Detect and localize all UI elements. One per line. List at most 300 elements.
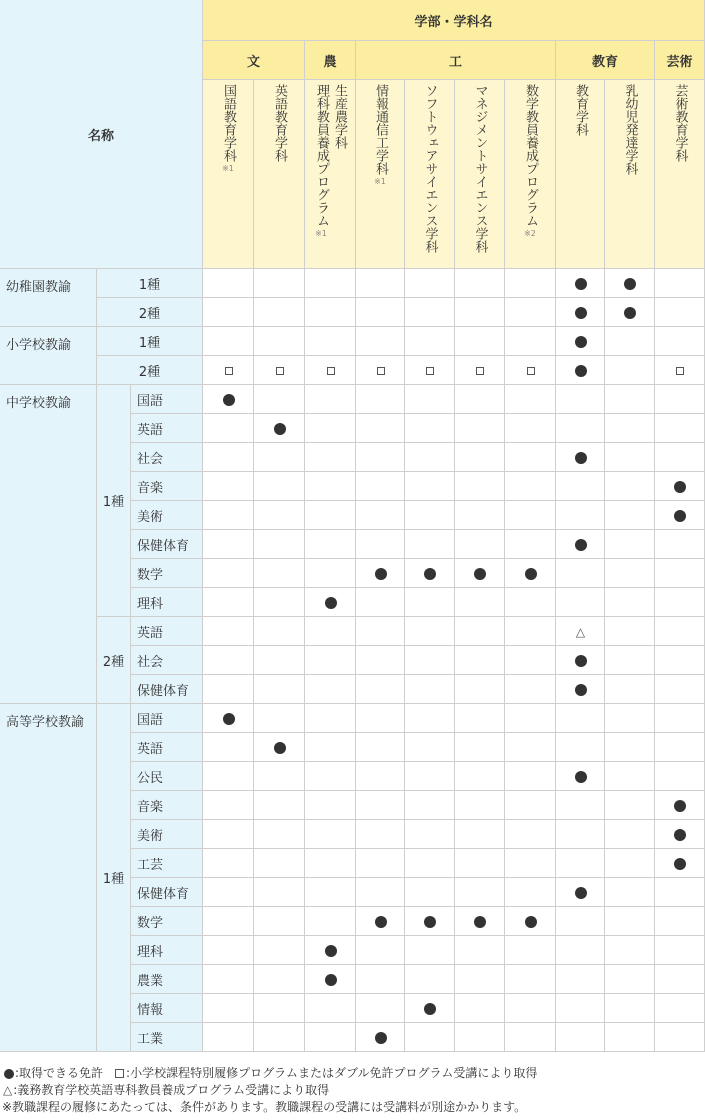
filled-circle-icon-glyph bbox=[674, 800, 686, 812]
filled-circle-icon bbox=[305, 936, 356, 965]
table-cell bbox=[356, 791, 405, 820]
table-cell bbox=[556, 414, 605, 443]
grade-1-1 bbox=[97, 356, 203, 385]
table-cell bbox=[605, 385, 655, 414]
table-cell bbox=[356, 965, 405, 994]
table-cell bbox=[455, 762, 505, 791]
subject-2-0-5-text: 保健体育 bbox=[137, 538, 190, 554]
subject-2-0-2 bbox=[131, 443, 203, 472]
table-cell bbox=[455, 269, 505, 298]
filled-circle-icon bbox=[405, 994, 455, 1023]
group-1-text: 小学校教諭 bbox=[6, 338, 72, 353]
table-cell bbox=[505, 414, 556, 443]
table-cell bbox=[556, 878, 605, 907]
filled-circle-icon bbox=[556, 269, 605, 298]
table-cell bbox=[356, 762, 405, 791]
table-cell bbox=[405, 791, 455, 820]
table-cell bbox=[655, 820, 705, 849]
table-cell bbox=[254, 1023, 305, 1052]
filled-circle-icon-glyph bbox=[575, 365, 587, 377]
filled-circle-icon bbox=[254, 414, 305, 443]
table-cell bbox=[455, 327, 505, 356]
filled-circle-icon-glyph bbox=[424, 1003, 436, 1015]
table-cell bbox=[254, 298, 305, 327]
table-cell bbox=[655, 269, 705, 298]
table-cell bbox=[305, 269, 356, 298]
table-cell bbox=[254, 617, 305, 646]
filled-circle-icon-glyph bbox=[575, 887, 587, 899]
subject-3-0-0-text: 国語 bbox=[137, 712, 164, 728]
subject-3-0-4 bbox=[131, 820, 203, 849]
table-cell bbox=[655, 849, 705, 878]
table-cell bbox=[505, 646, 556, 675]
table-cell bbox=[254, 762, 305, 791]
table-cell bbox=[405, 617, 455, 646]
table-cell bbox=[505, 1023, 556, 1052]
table-cell bbox=[254, 704, 305, 733]
square-icon bbox=[305, 356, 356, 385]
table-cell bbox=[505, 472, 556, 501]
faculty-header-text: 学部・学科名 bbox=[414, 14, 493, 30]
table-cell bbox=[305, 588, 356, 617]
filled-circle-icon-glyph bbox=[575, 307, 587, 319]
table-cell bbox=[655, 762, 705, 791]
table-cell bbox=[455, 704, 505, 733]
grade-3-0-text: 1種 bbox=[102, 872, 125, 887]
table-cell bbox=[556, 791, 605, 820]
table-cell bbox=[655, 936, 705, 965]
table-cell bbox=[356, 820, 405, 849]
filled-circle-icon bbox=[305, 965, 356, 994]
department-1 bbox=[254, 80, 305, 269]
subject-3-0-6 bbox=[131, 878, 203, 907]
subject-2-0-1 bbox=[131, 414, 203, 443]
name-header bbox=[0, 0, 203, 269]
table-cell bbox=[455, 791, 505, 820]
filled-circle-icon-glyph bbox=[525, 568, 537, 580]
table-cell bbox=[405, 675, 455, 704]
filled-circle-icon-glyph bbox=[575, 278, 587, 290]
table-cell bbox=[556, 617, 605, 646]
square-icon-glyph bbox=[327, 367, 335, 375]
table-cell bbox=[455, 994, 505, 1023]
table-cell bbox=[655, 733, 705, 762]
table-cell bbox=[655, 356, 705, 385]
table-cell bbox=[203, 675, 254, 704]
table-cell bbox=[305, 907, 356, 936]
department-3-note: ※1 bbox=[374, 177, 386, 186]
table-cell bbox=[556, 675, 605, 704]
table-cell bbox=[556, 762, 605, 791]
table-cell bbox=[254, 327, 305, 356]
table-cell bbox=[203, 530, 254, 559]
table-cell bbox=[455, 907, 505, 936]
grade-0-1 bbox=[97, 298, 203, 327]
table-cell bbox=[405, 443, 455, 472]
subject-2-0-7-text: 理科 bbox=[137, 596, 164, 612]
filled-circle-icon bbox=[455, 907, 505, 936]
filled-circle-icon bbox=[4, 1069, 14, 1079]
table-cell bbox=[405, 907, 455, 936]
table-cell bbox=[405, 385, 455, 414]
table-cell bbox=[505, 907, 556, 936]
department-6-line-0: 数学教員養成プログラム bbox=[523, 84, 538, 227]
grade-0-0 bbox=[97, 269, 203, 298]
table-cell bbox=[556, 965, 605, 994]
filled-circle-icon-glyph bbox=[575, 336, 587, 348]
table-cell bbox=[605, 617, 655, 646]
subject-2-0-2-text: 社会 bbox=[137, 451, 164, 467]
group-0 bbox=[0, 269, 97, 327]
table-cell bbox=[305, 965, 356, 994]
subject-2-1-1-text: 社会 bbox=[137, 654, 164, 670]
table-cell bbox=[455, 385, 505, 414]
legend bbox=[2, 1065, 702, 1116]
grade-1-0 bbox=[97, 327, 203, 356]
filled-circle-icon bbox=[655, 501, 705, 530]
table-cell bbox=[605, 501, 655, 530]
table-cell bbox=[356, 907, 405, 936]
filled-circle-icon bbox=[556, 327, 605, 356]
department-0 bbox=[203, 80, 254, 269]
table-cell bbox=[455, 530, 505, 559]
department-2-note: ※1 bbox=[315, 229, 327, 238]
grade-3-0 bbox=[97, 704, 131, 1052]
department-6 bbox=[505, 80, 556, 269]
table-cell bbox=[356, 704, 405, 733]
table-cell bbox=[254, 994, 305, 1023]
subject-2-0-6-text: 数学 bbox=[137, 567, 164, 583]
filled-circle-icon-glyph bbox=[375, 916, 387, 928]
group-1 bbox=[0, 327, 97, 385]
table-cell bbox=[203, 733, 254, 762]
table-cell bbox=[356, 878, 405, 907]
table-cell bbox=[356, 327, 405, 356]
filled-circle-icon bbox=[556, 762, 605, 791]
table-cell bbox=[655, 965, 705, 994]
faculty-3-text: 教育 bbox=[591, 54, 618, 70]
subject-3-0-5 bbox=[131, 849, 203, 878]
filled-circle-icon-glyph bbox=[274, 423, 286, 435]
table-cell bbox=[305, 762, 356, 791]
table-cell bbox=[254, 588, 305, 617]
filled-circle-icon bbox=[655, 849, 705, 878]
table-cell bbox=[655, 385, 705, 414]
subject-2-1-0 bbox=[131, 617, 203, 646]
table-cell bbox=[556, 704, 605, 733]
table-cell bbox=[556, 443, 605, 472]
table-cell bbox=[305, 385, 356, 414]
table-cell bbox=[405, 878, 455, 907]
grade-0-0-text: 1種 bbox=[138, 277, 161, 293]
table-cell bbox=[203, 907, 254, 936]
table-cell bbox=[655, 298, 705, 327]
table-cell bbox=[505, 298, 556, 327]
table-cell bbox=[203, 849, 254, 878]
filled-circle-icon bbox=[655, 820, 705, 849]
table-cell bbox=[505, 820, 556, 849]
table-cell bbox=[405, 965, 455, 994]
grade-1-1-text: 2種 bbox=[138, 364, 161, 380]
table-cell bbox=[356, 385, 405, 414]
table-cell bbox=[655, 530, 705, 559]
subject-3-0-2 bbox=[131, 762, 203, 791]
table-cell bbox=[605, 791, 655, 820]
legend-dot-text: :取得できる免許 bbox=[15, 1066, 104, 1080]
filled-circle-icon-glyph bbox=[525, 916, 537, 928]
filled-circle-icon-glyph bbox=[325, 974, 337, 986]
table-cell bbox=[203, 617, 254, 646]
table-cell bbox=[655, 443, 705, 472]
filled-circle-icon-glyph bbox=[424, 568, 436, 580]
table-cell bbox=[305, 994, 356, 1023]
subject-2-0-3-text: 音楽 bbox=[137, 480, 164, 496]
table-cell bbox=[455, 443, 505, 472]
subject-2-1-1 bbox=[131, 646, 203, 675]
square-icon bbox=[254, 356, 305, 385]
table-cell bbox=[203, 414, 254, 443]
table-cell bbox=[305, 936, 356, 965]
subject-3-0-6-text: 保健体育 bbox=[137, 886, 190, 902]
table-cell bbox=[305, 878, 356, 907]
table-cell bbox=[305, 733, 356, 762]
table-cell bbox=[254, 849, 305, 878]
grade-2-1 bbox=[97, 617, 131, 704]
filled-circle-icon bbox=[505, 907, 556, 936]
table-cell bbox=[203, 878, 254, 907]
department-3-line-0: 情報通信工学科 bbox=[373, 84, 388, 175]
table-cell bbox=[254, 733, 305, 762]
table-cell bbox=[505, 733, 556, 762]
table-cell bbox=[655, 1023, 705, 1052]
filled-circle-icon bbox=[405, 559, 455, 588]
filled-circle-icon-glyph bbox=[325, 945, 337, 957]
table-cell bbox=[305, 443, 356, 472]
table-cell bbox=[605, 849, 655, 878]
group-2 bbox=[0, 385, 97, 704]
table-cell bbox=[655, 588, 705, 617]
faculty-3 bbox=[556, 41, 655, 80]
group-0-text: 幼稚園教諭 bbox=[6, 280, 72, 295]
table-cell bbox=[356, 472, 405, 501]
table-cell bbox=[356, 646, 405, 675]
table-cell bbox=[254, 965, 305, 994]
table-cell bbox=[254, 675, 305, 704]
square-icon bbox=[203, 356, 254, 385]
table-cell bbox=[605, 356, 655, 385]
table-cell bbox=[605, 878, 655, 907]
table-cell bbox=[605, 646, 655, 675]
table-cell bbox=[455, 501, 505, 530]
table-cell bbox=[356, 936, 405, 965]
subject-2-0-0-text: 国語 bbox=[137, 393, 164, 409]
table-cell bbox=[655, 994, 705, 1023]
subject-3-0-8 bbox=[131, 936, 203, 965]
table-cell bbox=[505, 994, 556, 1023]
triangle-icon: △ bbox=[3, 1083, 13, 1097]
filled-circle-icon bbox=[605, 269, 655, 298]
table-cell bbox=[305, 791, 356, 820]
table-cell bbox=[455, 298, 505, 327]
square-icon-glyph bbox=[476, 367, 484, 375]
table-cell bbox=[505, 385, 556, 414]
filled-circle-icon-glyph bbox=[474, 568, 486, 580]
grade-2-1-text: 2種 bbox=[102, 654, 125, 670]
table-cell bbox=[556, 936, 605, 965]
table-cell bbox=[605, 907, 655, 936]
table-cell bbox=[356, 501, 405, 530]
table-cell bbox=[655, 878, 705, 907]
subject-2-1-2-text: 保健体育 bbox=[137, 683, 190, 699]
table-cell bbox=[203, 385, 254, 414]
table-cell bbox=[455, 588, 505, 617]
table-cell bbox=[203, 269, 254, 298]
table-cell bbox=[356, 675, 405, 704]
filled-circle-icon bbox=[254, 733, 305, 762]
table-cell bbox=[305, 849, 356, 878]
table-cell bbox=[305, 820, 356, 849]
square-icon-glyph bbox=[225, 367, 233, 375]
filled-circle-icon bbox=[605, 298, 655, 327]
table-cell bbox=[556, 646, 605, 675]
table-cell bbox=[203, 646, 254, 675]
table-cell bbox=[356, 356, 405, 385]
subject-3-0-9 bbox=[131, 965, 203, 994]
table-cell bbox=[556, 907, 605, 936]
table-cell bbox=[405, 762, 455, 791]
faculty-0 bbox=[203, 41, 305, 80]
legend-triangle-text: :義務教育学校英語専科教員養成プログラム受講により取得 bbox=[13, 1083, 330, 1097]
table-cell bbox=[605, 965, 655, 994]
table-cell bbox=[605, 269, 655, 298]
table-cell bbox=[505, 617, 556, 646]
filled-circle-icon-glyph bbox=[424, 916, 436, 928]
legend-row-dot-square bbox=[2, 1065, 702, 1082]
group-3-text: 高等学校教諭 bbox=[6, 715, 85, 730]
filled-circle-icon bbox=[556, 646, 605, 675]
filled-circle-icon bbox=[356, 907, 405, 936]
square-icon bbox=[505, 356, 556, 385]
table-cell bbox=[405, 1023, 455, 1052]
department-8-line-0: 乳幼児発達学科 bbox=[622, 84, 638, 175]
faculty-header bbox=[203, 0, 705, 41]
filled-circle-icon-glyph bbox=[223, 394, 235, 406]
table-cell bbox=[605, 936, 655, 965]
department-3 bbox=[356, 80, 405, 269]
table-cell bbox=[505, 965, 556, 994]
table-cell bbox=[405, 646, 455, 675]
table-cell bbox=[405, 849, 455, 878]
table-cell bbox=[203, 704, 254, 733]
legend-square-text: :小学校課程特別履修プログラムまたはダブル免許プログラム受講により取得 bbox=[126, 1066, 538, 1080]
legend-row-note bbox=[2, 1099, 702, 1116]
square-icon bbox=[405, 356, 455, 385]
faculty-1 bbox=[305, 41, 356, 80]
filled-circle-icon-glyph bbox=[274, 742, 286, 754]
filled-circle-icon bbox=[405, 907, 455, 936]
table-cell bbox=[254, 472, 305, 501]
table-cell bbox=[556, 559, 605, 588]
filled-circle-icon-glyph bbox=[375, 568, 387, 580]
filled-circle-icon bbox=[655, 791, 705, 820]
table-cell bbox=[505, 675, 556, 704]
table-cell bbox=[556, 327, 605, 356]
table-cell bbox=[455, 965, 505, 994]
subject-2-0-5 bbox=[131, 530, 203, 559]
table-cell bbox=[605, 559, 655, 588]
table-cell bbox=[405, 559, 455, 588]
name-header-text: 名称 bbox=[87, 128, 114, 144]
legend-row-triangle bbox=[2, 1082, 702, 1099]
filled-circle-icon bbox=[356, 1023, 405, 1052]
table-cell bbox=[305, 1023, 356, 1052]
table-cell bbox=[305, 298, 356, 327]
table-cell bbox=[305, 414, 356, 443]
table-cell bbox=[605, 762, 655, 791]
table-cell bbox=[556, 849, 605, 878]
table-cell bbox=[305, 530, 356, 559]
subject-3-0-11-text: 工業 bbox=[137, 1031, 164, 1047]
table-cell bbox=[203, 762, 254, 791]
table-cell bbox=[405, 269, 455, 298]
department-1-line-0: 英語教育学科 bbox=[272, 84, 287, 162]
subject-3-0-10 bbox=[131, 994, 203, 1023]
faculty-0-text: 文 bbox=[246, 54, 260, 70]
table-cell bbox=[356, 298, 405, 327]
filled-circle-icon-glyph bbox=[674, 829, 686, 841]
table-cell bbox=[405, 733, 455, 762]
table-cell bbox=[556, 588, 605, 617]
square-icon-glyph bbox=[377, 367, 385, 375]
table-cell bbox=[605, 414, 655, 443]
table-cell bbox=[455, 878, 505, 907]
table-cell bbox=[605, 994, 655, 1023]
subject-3-0-7-text: 数学 bbox=[137, 915, 164, 931]
square-icon-glyph bbox=[426, 367, 434, 375]
table-cell bbox=[655, 646, 705, 675]
triangle-icon bbox=[556, 617, 605, 646]
table-cell bbox=[203, 501, 254, 530]
table-cell bbox=[356, 849, 405, 878]
department-6-note: ※2 bbox=[524, 229, 536, 238]
table-cell bbox=[455, 559, 505, 588]
department-5 bbox=[455, 80, 505, 269]
table-cell bbox=[505, 704, 556, 733]
table-cell bbox=[254, 414, 305, 443]
filled-circle-icon-glyph bbox=[575, 539, 587, 551]
table-cell bbox=[203, 965, 254, 994]
table-cell bbox=[405, 994, 455, 1023]
table-cell bbox=[254, 907, 305, 936]
table-cell bbox=[254, 501, 305, 530]
table-cell bbox=[203, 559, 254, 588]
table-cell bbox=[203, 791, 254, 820]
department-7 bbox=[556, 80, 605, 269]
subject-3-0-10-text: 情報 bbox=[137, 1002, 164, 1018]
table-cell bbox=[455, 356, 505, 385]
department-9 bbox=[655, 80, 705, 269]
subject-2-1-2 bbox=[131, 675, 203, 704]
table-cell bbox=[605, 298, 655, 327]
table-cell bbox=[356, 530, 405, 559]
table-cell bbox=[655, 907, 705, 936]
table-cell bbox=[605, 733, 655, 762]
filled-circle-icon bbox=[455, 559, 505, 588]
table-cell bbox=[405, 704, 455, 733]
filled-circle-icon bbox=[655, 472, 705, 501]
filled-circle-icon-glyph bbox=[575, 771, 587, 783]
filled-circle-icon bbox=[556, 443, 605, 472]
